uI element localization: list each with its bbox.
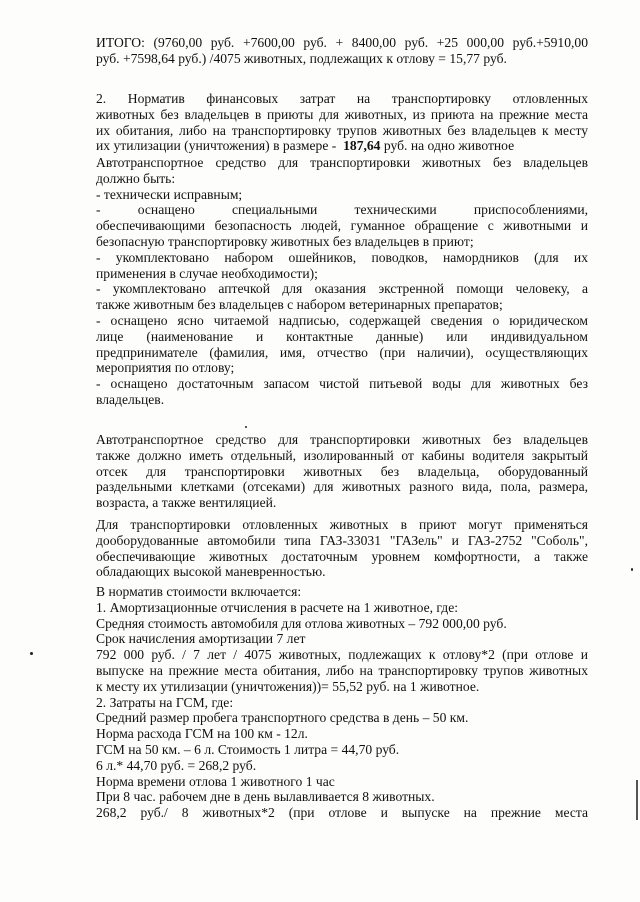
calc-mileage: Средний размер пробега транспортного средства в день – 50 км. [96, 710, 469, 726]
calc-amort-formula-line-3: к месту их утилизации (уничтожения))= 55,52 руб. на 1 животное. [96, 678, 480, 694]
compartment-line-1: Автотранспортное средство для транспортировки животных без владельцев [96, 432, 588, 447]
item-2-line-4 [96, 138, 588, 154]
calc-amort-title: 1. Амортизационные отчисления в расчете на 1 животное, где: [96, 599, 459, 615]
vehicle-req-4-line-2: также животным без владельцев с набором ветеринарных препаратов; [96, 297, 503, 313]
vehicle-req-5-line-3: предпринимателе (фамилия, имя, отчество (при наличии), осуществляющих [96, 344, 588, 360]
calc-fuel-norm: Норма расхода ГСМ на 100 км - 12л. [96, 726, 308, 742]
calc-car-cost: Средняя стоимость автомобиля для отлова животных – 792 000,00 руб. [96, 615, 507, 631]
calc-time-norm: Норма времени отлова 1 животного 1 час [96, 773, 335, 789]
vehicle-req-2-line-3: безопасную транспортировку животных без владельцев в приют; [96, 233, 474, 249]
vehicle-intro-line-2: должно быть: [96, 170, 176, 186]
models-line-1: Для транспортировки отловленных животных в приют могут применяться [96, 517, 588, 532]
compartment-line-3: отсек для транспортировки животных без владельца, оборудованный [96, 463, 588, 479]
item-2-line-4-post: руб. на одно животное [383, 138, 515, 154]
item-2-line-1: 2. Норматив финансовых затрат на транспортировку отловленных [96, 91, 588, 106]
vehicle-req-3-line-1: - укомплектовано набором ошейников, поводков, намордников (для их [96, 249, 588, 265]
vehicle-req-4-line-1: - укомплектовано аптечкой для оказания экстренной помощи человеку, а [96, 281, 588, 297]
vehicle-req-5-line-2: лице (наименование и контактные данные) или индивидуальном [96, 328, 588, 344]
compartment-line-4: раздельными клетками (отсеками) для животных разного вида, пола, размера, [96, 479, 588, 495]
vehicle-req-5-line-1: - оснащено ясно читаемой надписью, содержащей сведения о юридическом [96, 312, 588, 328]
item-2-paragraph [96, 91, 588, 154]
calc-includes: В норматив стоимости включается: [96, 584, 302, 599]
total-line-1: ИТОГО: (9760,00 руб. +7600,00 руб. + 8400,00 руб. +25 000,00 руб.+5910,00 [96, 35, 588, 50]
scan-speck [245, 426, 247, 428]
calc-amort-formula-line-1: 792 000 руб. / 7 лет / 4075 животных, подлежащих к отлову*2 (при отлове и [96, 647, 588, 663]
compartment-paragraph [96, 432, 588, 511]
vehicle-req-1: - технически исправным; [96, 186, 243, 202]
compartment-line-5: возраста, а также вентиляцией. [96, 495, 277, 511]
calc-fuel-cost: 6 л.* 44,70 руб. = 268,2 руб. [96, 757, 257, 773]
vehicle-req-2-line-2: обеспечивающими безопасность людей, гуманное обращение с животными и [96, 218, 588, 234]
calc-per-day: При 8 час. рабочем дне в день вылавливается 8 животных. [96, 789, 435, 805]
vehicle-req-6-line-1: - оснащено достаточным запасом чистой питьевой воды для животных без [96, 376, 588, 392]
item-2-value: 187,64 [343, 138, 381, 154]
calc-amort-formula-line-2: выпуске на прежние места обитания, либо на транспортировку трупов животных [96, 662, 588, 678]
vehicle-req-5-line-4: мероприятия по отлову; [96, 360, 235, 376]
models-line-2: дооборудованные автомобили типа ГАЗ-33031 "ГАЗель" и ГАЗ-2752 "Соболь", [96, 532, 588, 548]
item-2-line-2: животных без владельцев в приюты для животных, из приюта на прежние места [96, 106, 588, 122]
vehicle-paragraph [96, 155, 588, 408]
scan-speck [631, 568, 633, 571]
models-paragraph [96, 517, 588, 580]
vehicle-req-6-line-2: владельцев. [96, 391, 165, 407]
models-line-3: обеспечивающие животных достаточным уровнем комфортности, а также [96, 548, 588, 564]
total-paragraph [96, 35, 588, 67]
scan-speck [30, 652, 33, 655]
calc-amort-term: Срок начисления амортизации 7 лет [96, 631, 306, 647]
vehicle-req-2-line-1: - оснащено специальными техническими приспособлениями, [96, 202, 588, 218]
item-2-line-4-pre: их утилизации (уничтожения) в размере - [96, 138, 337, 154]
calc-last-line: 268,2 руб./ 8 животных*2 (при отлове и выпуске на прежние места [96, 805, 588, 821]
compartment-line-2: также должно иметь отдельный, изолированный от кабины водителя закрытый [96, 447, 588, 463]
calc-section [96, 584, 588, 821]
item-2-line-3: их обитания, либо на транспортировку трупов животных без владельцев к месту [96, 122, 588, 138]
total-line-2: руб. +7598,64 руб.) /4075 животных, подлежащих к отлову = 15,77 руб. [96, 50, 507, 66]
vehicle-req-3-line-2: применения в случае необходимости); [96, 265, 318, 281]
scan-edge-mark [636, 780, 638, 820]
models-line-4: обладающих высокой маневренностью. [96, 564, 326, 580]
calc-fuel-50: ГСМ на 50 км. – 6 л. Стоимость 1 литра = 44,70 руб. [96, 741, 400, 757]
vehicle-intro-line-1: Автотранспортное средство для транспортировки животных без владельцев [96, 155, 588, 170]
calc-fuel-title: 2. Затраты на ГСМ, где: [96, 694, 234, 710]
